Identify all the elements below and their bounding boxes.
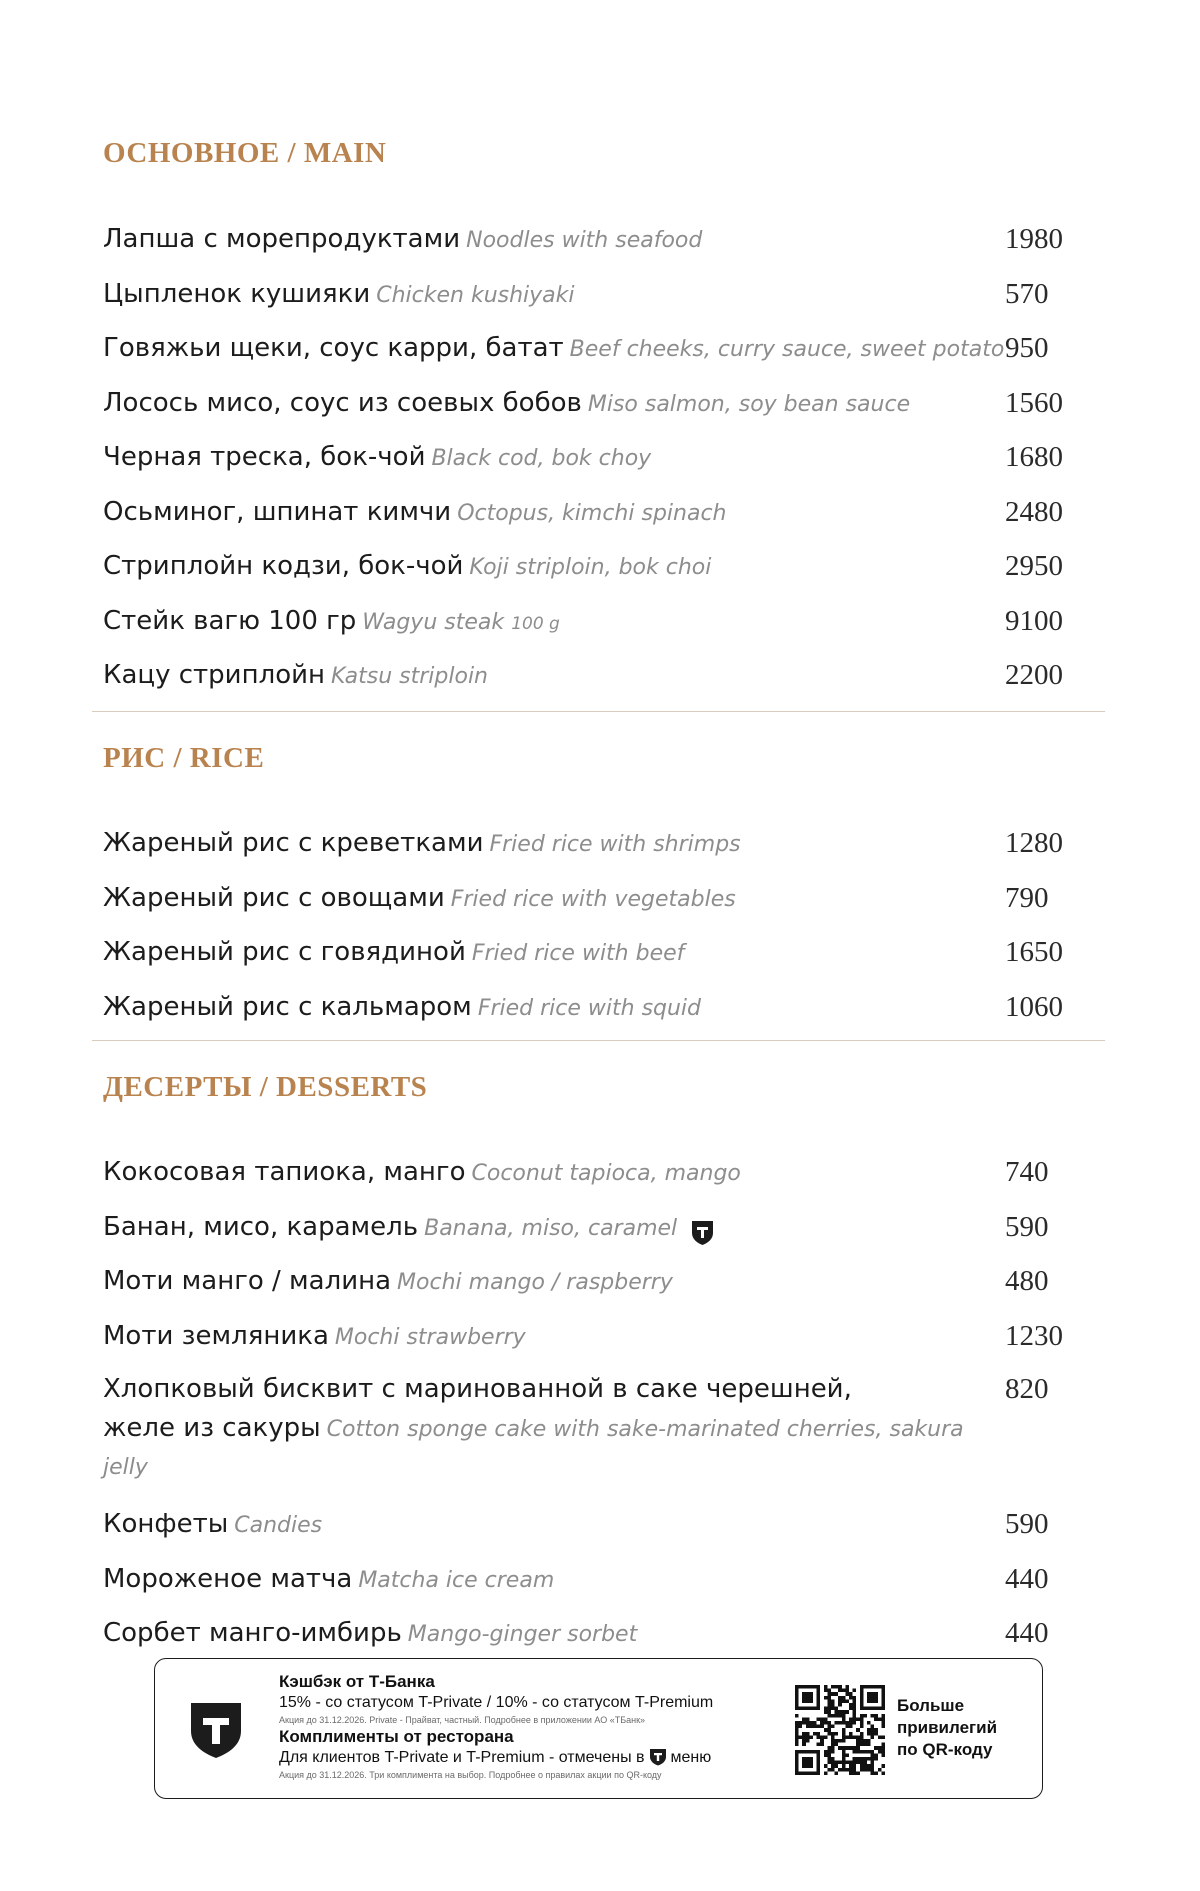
- qr-caption-line: Больше: [897, 1696, 965, 1715]
- dish-price: 2480: [1005, 495, 1063, 528]
- dish-name-ru: Лосось мисо, соус из соевых бобов: [103, 387, 582, 418]
- dish-name-en: Candies: [234, 1513, 323, 1538]
- menu-list-rice: [92, 816, 1105, 1034]
- dish-name-en: Mango-ginger sorbet: [407, 1622, 638, 1647]
- menu-item: [92, 1200, 1105, 1255]
- section-desserts: [92, 1067, 1105, 1661]
- t-bank-promo-card: [154, 1658, 1043, 1799]
- dish-name-ru: Моти манго / малина: [103, 1266, 392, 1296]
- dish-name-en: Fried rice with shrimps: [489, 832, 741, 857]
- dish-name-ru: Жареный рис с овощами: [103, 882, 445, 913]
- dish-price: 820: [1005, 1373, 1049, 1405]
- section-divider: [92, 711, 1105, 712]
- dish-name-ru: Черная треска, бок-чой: [103, 442, 426, 472]
- dish-price: 740: [1005, 1156, 1049, 1188]
- dish-name-en: Beef cheeks, curry sauce, sweet potato: [569, 337, 1005, 362]
- dish-name-en: Noodles with seafood: [466, 228, 703, 253]
- compliments-line-text: Для клиентов T-Private и T-Premium - отмечены в: [279, 1749, 645, 1766]
- menu-item: [92, 594, 1105, 649]
- dish-price: 590: [1005, 1210, 1049, 1243]
- dish-name-ru: Цыпленок кушияки: [103, 278, 371, 309]
- section-main: [92, 133, 1105, 703]
- menu-item: [92, 1363, 1105, 1497]
- dish-name-ru: Конфеты: [103, 1509, 229, 1539]
- menu-item: [92, 212, 1105, 267]
- menu-item: [92, 267, 1105, 322]
- promo-text: [279, 1671, 819, 1781]
- cashback-line: 15% - со статусом T-Private / 10% - со статусом T-Premium: [279, 1694, 714, 1711]
- dish-price: 9100: [1005, 604, 1063, 637]
- dish-price: 440: [1005, 1562, 1049, 1595]
- dish-name-en: Fried rice with vegetables: [450, 886, 736, 912]
- compliments-line-end: меню: [670, 1749, 712, 1766]
- dish-price: 790: [1005, 881, 1049, 914]
- dish-name-ru: Сорбет манго-имбирь: [103, 1618, 402, 1648]
- dish-price: 2200: [1005, 659, 1063, 691]
- dish-portion-en: 100 g: [511, 613, 560, 634]
- dish-price: 950: [1005, 332, 1049, 364]
- menu-item: [92, 816, 1105, 871]
- section-divider: [92, 1040, 1105, 1041]
- dish-name-ru: Кокосовая тапиока, манго: [103, 1157, 466, 1187]
- dish-price: 1980: [1005, 223, 1063, 255]
- dish-name-ru: Говяжьи щеки, соус карри, батат: [103, 333, 564, 363]
- dish-name-ru: Стейк вагю 100 гр: [103, 605, 357, 636]
- dish-price: 440: [1005, 1617, 1049, 1649]
- dish-price: 1060: [1005, 990, 1063, 1023]
- dish-name-ru: Лапша с морепродуктами: [103, 224, 461, 254]
- menu-item: [92, 1145, 1105, 1200]
- dish-name-en: Koji striploin, bok choi: [469, 555, 712, 580]
- dish-name-en: Black cod, bok choy: [431, 446, 652, 471]
- dish-name-ru-line2: желе из сакуры: [103, 1413, 321, 1443]
- dish-price: 570: [1005, 277, 1049, 310]
- t-bank-icon: [649, 1748, 667, 1766]
- menu-item: [92, 321, 1105, 376]
- section-title-rice: РИС / RICE: [103, 742, 265, 774]
- section-title-main: ОСНОВНОЕ / MAIN: [103, 137, 387, 169]
- qr-caption: [897, 1695, 1037, 1761]
- menu-list-main: [92, 212, 1105, 703]
- qr-code-icon[interactable]: [795, 1685, 885, 1775]
- dish-name-en: Cotton sponge cake with sake-marinated cherries, sakura jelly: [103, 1417, 964, 1480]
- qr-caption-line: привилегий: [897, 1718, 998, 1737]
- cashback-title: Кэшбэк от Т-Банка: [279, 1672, 435, 1691]
- dish-price: 1680: [1005, 441, 1063, 473]
- menu-item: [92, 980, 1105, 1035]
- dish-price: 590: [1005, 1508, 1049, 1540]
- dish-name-ru: Кацу стриплойн: [103, 660, 326, 690]
- dish-name-ru: Банан, мисо, карамель: [103, 1211, 419, 1242]
- menu-item: [92, 1254, 1105, 1309]
- dish-name-ru: Стриплойн кодзи, бок-чой: [103, 551, 464, 581]
- dish-name-en: Coconut tapioca, mango: [471, 1161, 741, 1186]
- t-bank-icon: [689, 1214, 716, 1241]
- dish-name-ru: Жареный рис с говядиной: [103, 937, 466, 967]
- dish-name-en: Miso salmon, soy bean sauce: [587, 391, 911, 417]
- dish-name-en: Fried rice with squid: [477, 995, 702, 1021]
- compliments-note: Акция до 31.12.2026. Три комплимента на выбор. Подробнее о правилах акции по QR-коду: [279, 1770, 662, 1780]
- dish-name-en: Chicken kushiyaki: [376, 282, 575, 308]
- dish-name-en: Banana, miso, caramel: [424, 1215, 678, 1241]
- dish-name-ru: Осьминог, шпинат кимчи: [103, 496, 452, 527]
- dish-name-en: Mochi strawberry: [334, 1324, 526, 1350]
- section-rice: [92, 738, 1105, 1034]
- menu-item: [92, 430, 1105, 485]
- dish-name-en: Matcha ice cream: [358, 1567, 555, 1593]
- dish-name-ru: Мороженое матча: [103, 1563, 353, 1594]
- dish-name-en: Katsu striploin: [331, 664, 489, 689]
- menu-item: [92, 648, 1105, 703]
- dish-price: 1230: [1005, 1319, 1063, 1352]
- menu-item: [92, 871, 1105, 926]
- menu-item: [92, 925, 1105, 980]
- dish-price: 480: [1005, 1265, 1049, 1297]
- dish-name-en: Fried rice with beef: [471, 941, 685, 966]
- menu-item: [92, 1606, 1105, 1661]
- qr-modules: [795, 1685, 885, 1775]
- dish-name-ru: Хлопковый бисквит с маринованной в саке черешней,: [103, 1374, 852, 1404]
- dish-price: 1650: [1005, 936, 1063, 968]
- dish-name-ru: Жареный рис с креветками: [103, 828, 484, 858]
- menu-item: [92, 376, 1105, 431]
- dish-price: 1280: [1005, 827, 1063, 859]
- dish-name-ru: Жареный рис с кальмаром: [103, 991, 472, 1022]
- dish-name-en: Octopus, kimchi spinach: [457, 500, 727, 526]
- dish-name-en: Wagyu steak: [362, 609, 505, 635]
- section-title-desserts: ДЕСЕРТЫ / DESSERTS: [103, 1071, 428, 1103]
- menu-item: [92, 1552, 1105, 1607]
- dish-price: 2950: [1005, 550, 1063, 582]
- dish-name-ru: Моти земляника: [103, 1320, 329, 1351]
- compliments-title: Комплименты от ресторана: [279, 1727, 514, 1746]
- menu-list-desserts: [92, 1145, 1105, 1661]
- dish-name-en: Mochi mango / raspberry: [397, 1270, 673, 1295]
- cashback-note: Акция до 31.12.2026. Private - Прайват, частный. Подробнее в приложении АО «ТБанк»: [279, 1715, 646, 1725]
- compliments-line: [279, 1747, 819, 1769]
- menu-item: [92, 1497, 1105, 1552]
- menu-item: [92, 539, 1105, 594]
- menu-item: [92, 485, 1105, 540]
- t-bank-shield-icon: [189, 1701, 243, 1759]
- qr-caption-line: по QR-коду: [897, 1740, 993, 1759]
- dish-price: 1560: [1005, 386, 1063, 419]
- menu-item: [92, 1309, 1105, 1364]
